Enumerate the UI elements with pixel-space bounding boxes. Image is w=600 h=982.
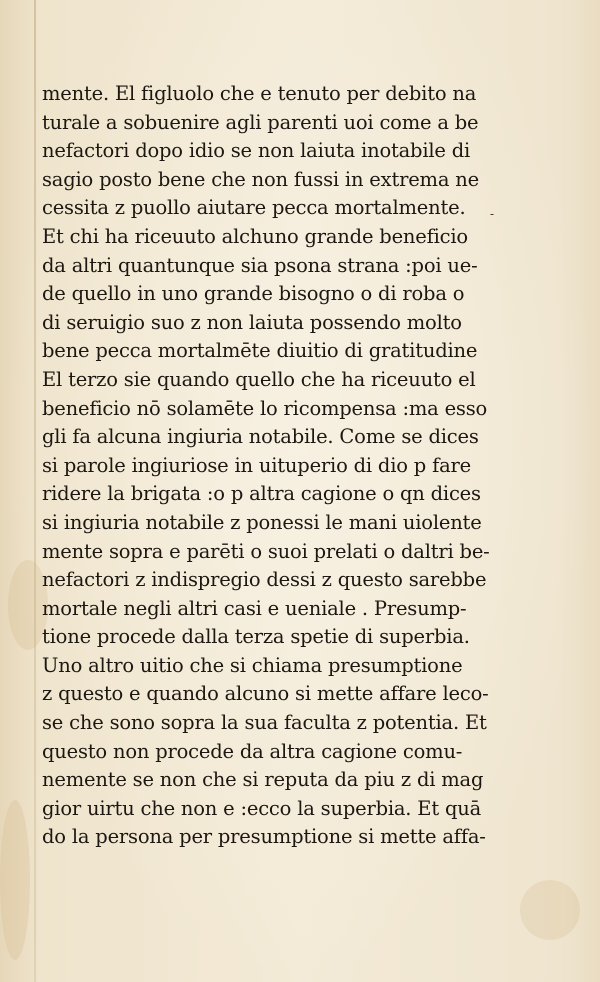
text-line: da altri quantunque sia psona strana :poi ue-	[42, 253, 478, 277]
text-line: nefactori z indispregio dessi z questo sarebbe	[42, 568, 487, 592]
body-text	[42, 80, 495, 852]
text-line: nemente se non che si reputa da piu z di mag	[42, 768, 484, 792]
text-line: gli fa alcuna ingiuria notabile. Come se dices	[42, 425, 479, 449]
text-line: de quello in uno grande bisogno o di roba o	[42, 282, 465, 306]
text-line: turale a sobuenire agli parenti uoi come a be	[42, 110, 479, 134]
text-line: bene pecca mortalmēte diuitio di gratitudine	[42, 339, 478, 363]
text-line: El terzo sie quando quello che ha riceuuto el	[42, 367, 476, 391]
text-line: Uno altro uitio che si chiama presumptione	[42, 653, 463, 677]
text-line: gior uirtu che non e :ecco la superbia. Et quā	[42, 796, 482, 820]
text-line: cessita z puollo aiutare pecca mortalmente.	[42, 196, 466, 220]
text-line: nefactori dopo idio se non laiuta inotabile di	[42, 139, 471, 163]
text-line: di seruigio suo z non laiuta possendo molto	[42, 310, 462, 334]
text-line: se che sono sopra la sua faculta z potentia. Et	[42, 711, 487, 735]
text-line: Et chi ha riceuuto alchuno grande beneficio	[42, 224, 468, 248]
margin-mark: -	[490, 207, 495, 221]
text-line: tione procede dalla terza spetie di superbia.	[42, 625, 470, 649]
foxing-stain	[520, 880, 580, 940]
text-line: ridere la brigata :o p altra cagione o qn dices	[42, 482, 481, 506]
text-line: si ingiuria notabile z ponessi le mani uiolente	[42, 510, 482, 534]
page-fold-line	[34, 0, 36, 982]
text-line: questo non procede da altra cagione comu-	[42, 739, 463, 763]
foxing-stain	[0, 800, 30, 960]
text-line: mente sopra e parēti o suoi prelati o daltri be-	[42, 539, 490, 563]
text-line: z questo e quando alcuno si mette affare leco-	[42, 682, 489, 706]
text-line: do la persona per presumptione si mette affa-	[42, 825, 486, 849]
text-line: sagio posto bene che non fussi in extrema ne	[42, 167, 479, 191]
text-line: beneficio nō solamēte lo ricompensa :ma esso	[42, 396, 488, 420]
text-line: mortale negli altri casi e ueniale . Presump-	[42, 596, 467, 620]
text-line: si parole ingiuriose in uituperio di dio p fare	[42, 453, 471, 477]
text-line: mente. El figluolo che e tenuto per debito na	[42, 82, 477, 105]
